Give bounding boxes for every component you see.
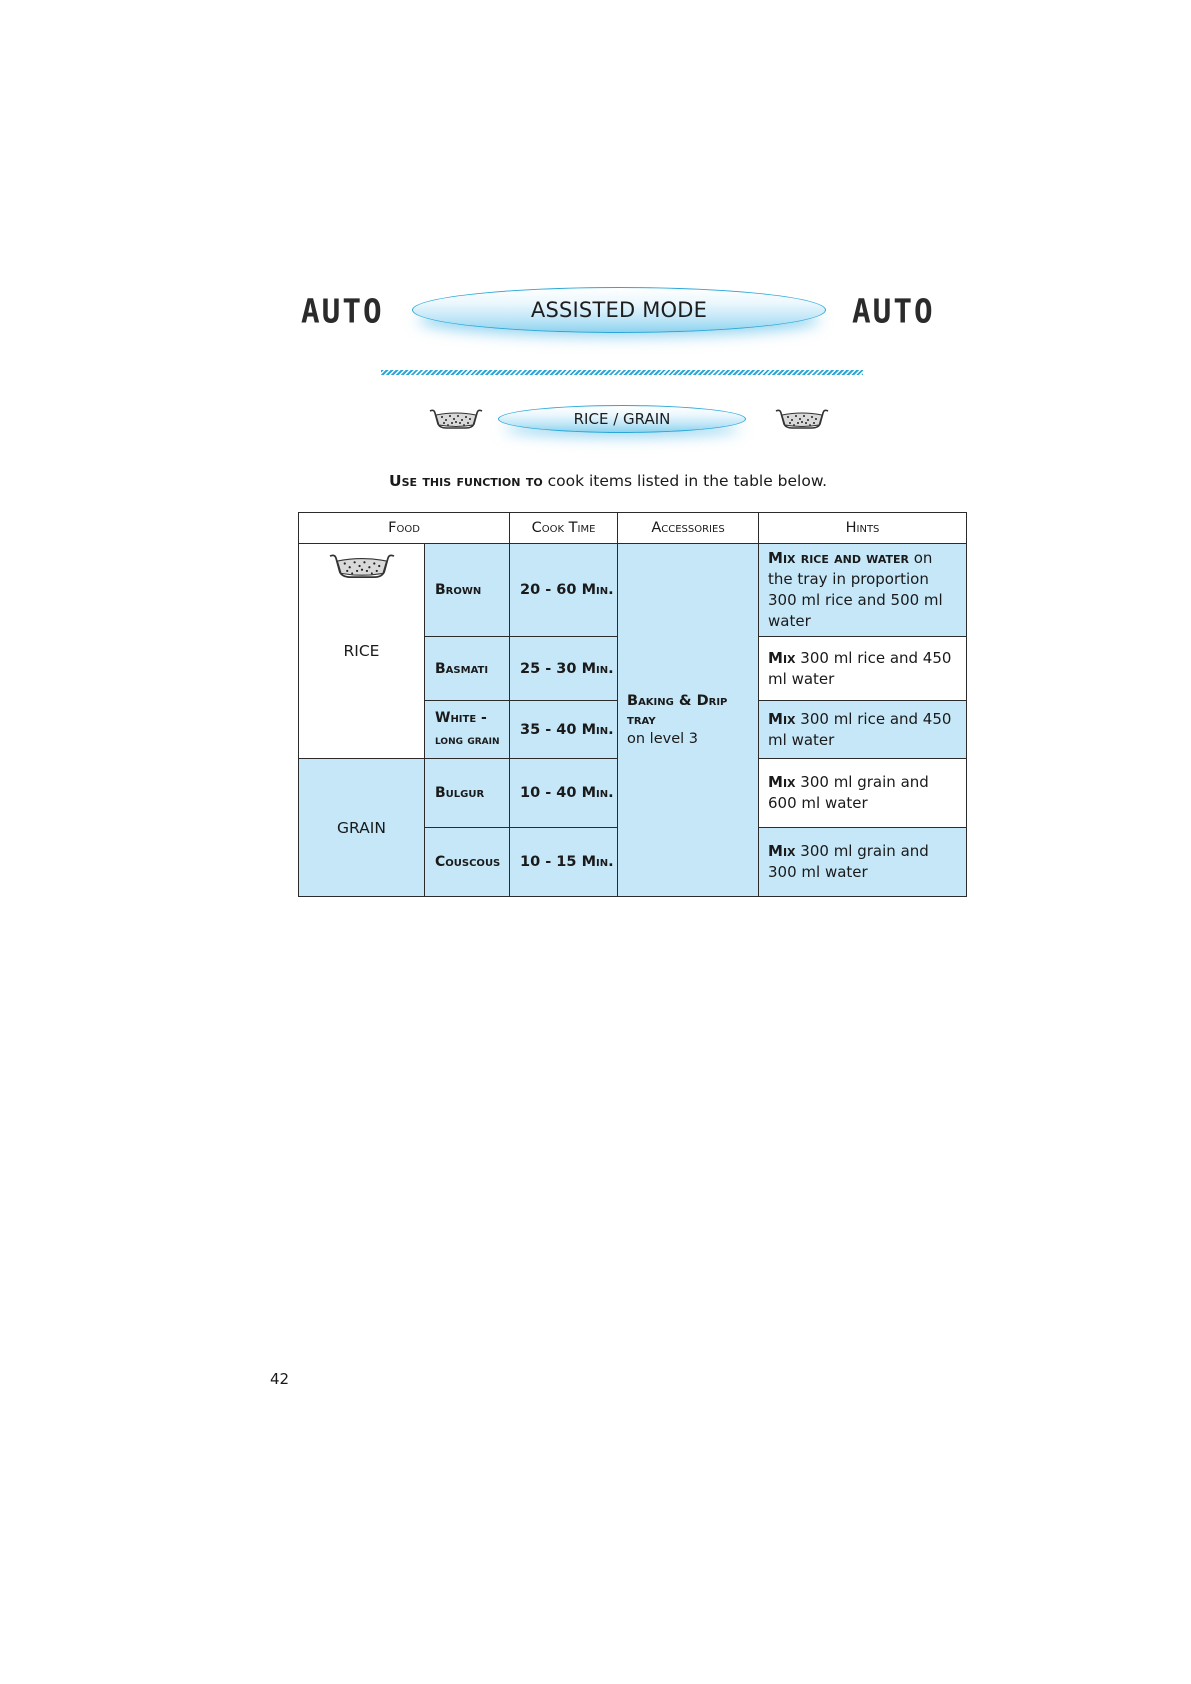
- hint-lead: Mix: [768, 709, 796, 728]
- page-number: 42: [270, 1370, 290, 1388]
- table-row: [299, 544, 967, 637]
- rice-grain-title: RICE / GRAIN: [573, 410, 671, 428]
- hint-lead: Mix: [768, 773, 796, 791]
- food-cell-rice: [299, 544, 425, 759]
- variety-couscous: Couscous: [425, 828, 510, 897]
- table-header-row: [299, 513, 967, 544]
- hint-couscous: [759, 828, 967, 897]
- hint-bulgur: [759, 759, 967, 828]
- cook-time-unit: Min.: [581, 582, 614, 598]
- column-header-accessories: Accessories: [618, 513, 759, 544]
- variety-basmati: Basmati: [425, 637, 510, 701]
- cook-time-unit: Min.: [581, 721, 614, 738]
- cook-time-unit: Min.: [581, 854, 614, 870]
- column-header-food: Food: [299, 513, 510, 544]
- cook-time-unit: Min.: [581, 785, 614, 801]
- hint-basmati: [759, 637, 967, 701]
- variety-line-1: White -: [435, 710, 487, 726]
- rice-grain-banner: [498, 405, 746, 433]
- hint-brown: [759, 544, 967, 637]
- column-header-hints: Hints: [759, 513, 967, 544]
- hint-lead: Mix: [768, 648, 796, 667]
- hint-text: 300 ml rice and 450 ml water: [768, 709, 952, 749]
- hint-text: on the tray in proportion 300 ml rice and 500 ml water: [768, 549, 943, 630]
- hint-lead: Mix rice and water: [768, 549, 909, 567]
- cook-time-value: 20 - 60: [520, 582, 577, 598]
- cook-time-value: 10 - 40: [520, 785, 577, 801]
- cook-time-value: 35 - 40: [520, 721, 577, 738]
- accessories-cell: [618, 544, 759, 897]
- hint-lead: Mix: [768, 842, 796, 860]
- hint-white-long-grain: [759, 701, 967, 759]
- cook-time-value: 25 - 30: [520, 660, 577, 677]
- cook-time-basmati: [510, 637, 618, 701]
- intro-body: cook items listed in the table below.: [542, 472, 828, 490]
- section-divider: [381, 370, 863, 375]
- food-type-rice: RICE: [343, 642, 380, 660]
- cook-time-brown: [510, 544, 618, 637]
- cook-time-white-long-grain: [510, 701, 618, 759]
- intro-text: [389, 472, 827, 490]
- auto-label-left: AUTO: [301, 293, 384, 331]
- variety-white-long-grain: [425, 701, 510, 759]
- cook-time-couscous: [510, 828, 618, 897]
- cook-time-unit: Min.: [581, 660, 614, 677]
- assisted-mode-title: ASSISTED MODE: [530, 298, 708, 322]
- variety-bulgur: Bulgur: [425, 759, 510, 828]
- food-cell-grain: [299, 759, 425, 897]
- variety-brown: Brown: [425, 544, 510, 637]
- cooking-table: [298, 512, 967, 897]
- rice-tray-icon: [428, 406, 484, 432]
- intro-lead: Use this function to: [389, 472, 543, 490]
- assisted-mode-banner: [412, 287, 826, 333]
- rice-tray-icon: [323, 550, 401, 582]
- hint-text: 300 ml rice and 450 ml water: [768, 648, 952, 688]
- accessory-name: Baking & Drip tray: [627, 692, 728, 728]
- hint-text: 300 ml grain and 600 ml water: [768, 773, 929, 812]
- rice-tray-icon: [774, 406, 830, 432]
- column-header-cook-time: Cook Time: [510, 513, 618, 544]
- cook-time-value: 10 - 15: [520, 854, 577, 870]
- food-type-grain: GRAIN: [337, 818, 386, 837]
- hint-text: 300 ml grain and 300 ml water: [768, 842, 929, 881]
- variety-line-2: long grain: [435, 732, 500, 747]
- accessory-level: on level 3: [627, 730, 699, 747]
- auto-label-right: AUTO: [852, 293, 935, 331]
- cook-time-bulgur: [510, 759, 618, 828]
